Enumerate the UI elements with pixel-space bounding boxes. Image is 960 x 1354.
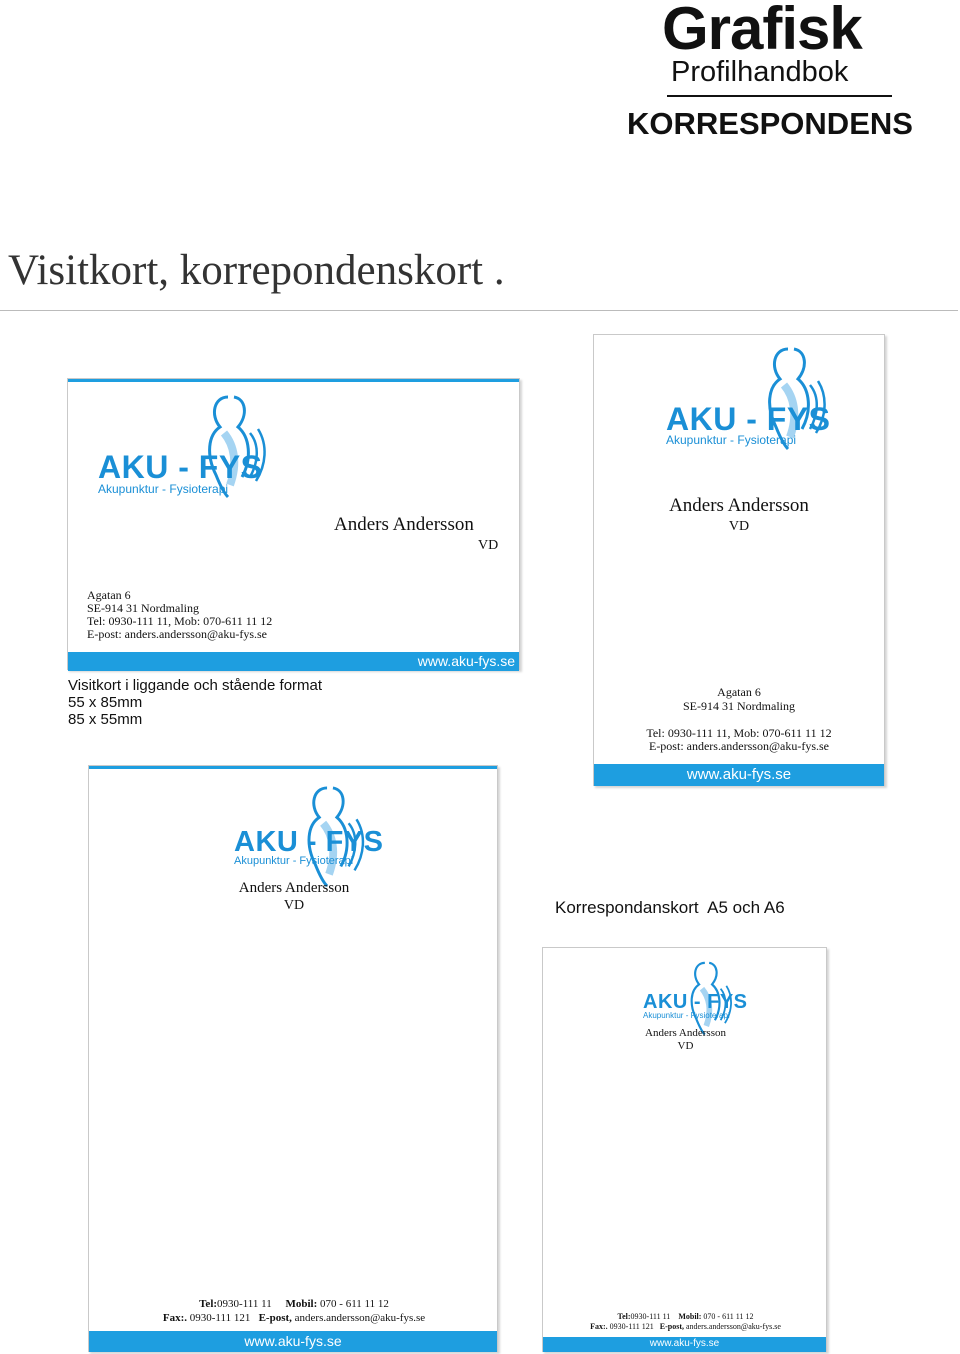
- logo-wordmark: AKU - FYS: [234, 826, 384, 858]
- card-format-size: 85 x 55mm: [68, 711, 143, 728]
- page-title: Visitkort, korrepondenskort .: [8, 247, 505, 294]
- header-title: Grafisk: [662, 0, 862, 62]
- card-top-stripe: [68, 379, 519, 382]
- logo-wordmark: AKU - FYS: [643, 991, 748, 1013]
- header-divider: [667, 95, 892, 97]
- card-top-stripe: [89, 766, 497, 769]
- title-divider: [0, 310, 958, 311]
- website-url: www.aku-fys.se: [649, 1338, 720, 1349]
- header-section: KORRESPONDENS: [627, 106, 913, 141]
- person-role: VD: [677, 1040, 694, 1052]
- person-name: Anders Andersson: [238, 880, 350, 896]
- logo-tagline: Akupunktur - Fysioterapi: [666, 433, 797, 447]
- logo-wordmark: AKU - FYS: [98, 449, 263, 485]
- website-url: www.aku-fys.se: [244, 1333, 342, 1349]
- portrait-business-card: [593, 334, 885, 786]
- address-line: Agatan 6: [717, 685, 761, 699]
- website-bar: [543, 1337, 826, 1352]
- email-line: E-post: anders.andersson@aku-fys.se: [87, 627, 268, 641]
- website-url: www.aku-fys.se: [417, 653, 515, 669]
- card-formats-heading: Visitkort i liggande och stående format: [68, 677, 323, 694]
- person-role: VD: [478, 538, 499, 553]
- address-line: Agatan 6: [87, 588, 131, 602]
- footer-contact-row: [89, 1312, 499, 1324]
- correspondence-card-a5: [88, 765, 498, 1352]
- email-line: E-post: anders.andersson@aku-fys.se: [648, 739, 829, 753]
- website-url: www.aku-fys.se: [686, 766, 792, 783]
- email-value: anders.andersson@aku-fys.se: [685, 1322, 781, 1331]
- tel-label: Tel:: [199, 1298, 218, 1310]
- correspondence-card-a6: [542, 947, 827, 1352]
- correspondence-label: Korrespondanskort A5 och A6: [555, 898, 785, 917]
- phone-line: Tel: 0930-111 11, Mob: 070-611 11 12: [87, 614, 273, 628]
- footer-contact-row: [543, 1322, 828, 1331]
- person-role: VD: [728, 519, 750, 534]
- address-line: SE-914 31 Nordmaling: [87, 601, 199, 615]
- tel-value: 0930-111 11: [217, 1298, 272, 1310]
- logo-tagline: Akupunktur - Fysioterapi: [234, 855, 354, 867]
- email-label: E-post,: [659, 1322, 684, 1331]
- person-name: Anders Andersson: [645, 1027, 726, 1039]
- header-subtitle: Profilhandbok: [671, 56, 849, 88]
- logo-tagline: Akupunktur - Fysioterapi: [98, 482, 229, 496]
- card-format-size: 55 x 85mm: [68, 694, 143, 711]
- person-name: Anders Andersson: [334, 514, 474, 535]
- fax-label: Fax:.: [590, 1322, 608, 1331]
- fax-value: 0930-111 121: [189, 1312, 251, 1324]
- person-name: Anders Andersson: [669, 495, 809, 516]
- phone-line: Tel: 0930-111 11, Mob: 070-611 11 12: [646, 726, 832, 740]
- mobil-label: Mobil:: [285, 1298, 318, 1310]
- logo-wordmark: AKU - FYS: [666, 401, 831, 437]
- landscape-business-card: [67, 378, 520, 670]
- logo-tagline: Akupunktur - Fysioterapi: [643, 1011, 730, 1020]
- email-value: anders.andersson@aku-fys.se: [294, 1312, 426, 1324]
- footer-contact-row: [89, 1298, 499, 1310]
- website-bar: [68, 652, 519, 671]
- person-role: VD: [283, 898, 305, 913]
- mobil-value: 070 - 611 11 12: [320, 1298, 389, 1310]
- tel-label: Tel:: [617, 1312, 631, 1321]
- fax-label: Fax:.: [162, 1312, 187, 1324]
- mobil-label: Mobil:: [678, 1312, 702, 1321]
- footer-contact-row: [543, 1312, 828, 1321]
- website-bar: [89, 1331, 497, 1352]
- email-label: E-post,: [258, 1312, 292, 1324]
- address-line: SE-914 31 Nordmaling: [683, 699, 795, 713]
- tel-value: 0930-111 11: [630, 1312, 671, 1321]
- fax-value: 0930-111 121: [609, 1322, 654, 1331]
- mobil-value: 070 - 611 11 12: [703, 1312, 754, 1321]
- website-bar: [594, 764, 884, 786]
